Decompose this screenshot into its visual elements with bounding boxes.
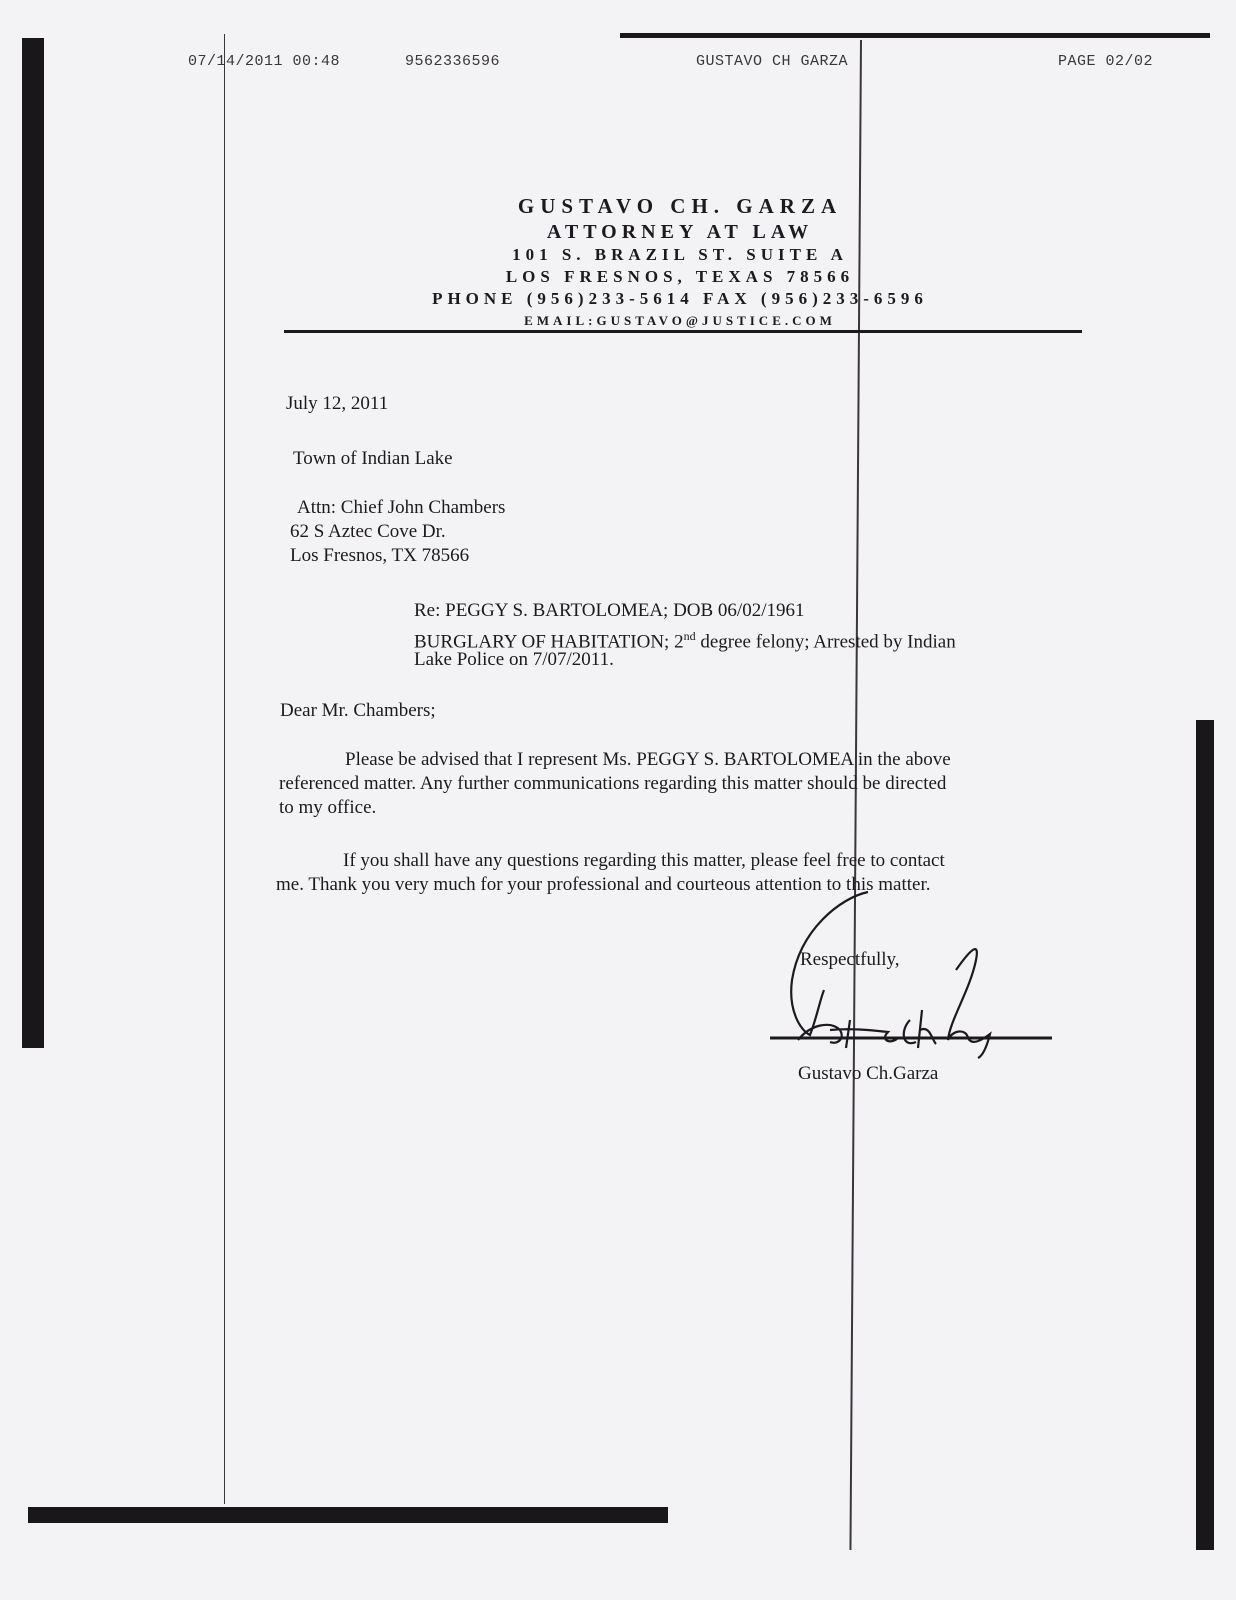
salutation: Dear Mr. Chambers;	[280, 700, 436, 721]
signature	[770, 880, 1070, 1070]
re-line3: Lake Police on 7/07/2011.	[414, 649, 614, 670]
left-scan-edge	[22, 38, 44, 1048]
signatory-name: Gustavo Ch.Garza	[798, 1063, 939, 1084]
closing: Respectfully,	[800, 949, 900, 970]
fax-sender: GUSTAVO CH GARZA	[696, 53, 849, 70]
phone-fax: PHONE (956)233-5614 FAX (956)233-6596	[432, 289, 928, 308]
re-line2-post: degree felony; Arrested by Indian	[695, 631, 956, 653]
recipient-street: 62 S Aztec Cove Dr.	[290, 521, 446, 542]
email: EMAIL:GUSTAVO@JUSTICE.COM	[524, 313, 836, 328]
paragraph2-line2: me. Thank you very much for your professional and courteous attention to this matter.	[276, 874, 931, 895]
paragraph1-line1: Please be advised that I represent Ms. PEGGY S. BARTOLOMEA in the above	[345, 749, 951, 770]
recipient-city: Los Fresnos, TX 78566	[290, 545, 470, 566]
signature-ch	[904, 1010, 936, 1048]
bottom-scan-edge	[28, 1507, 668, 1523]
letterhead	[280, 192, 1080, 332]
signature-garza	[948, 949, 990, 1058]
top-scan-edge	[620, 33, 1210, 38]
paragraph1-line2: referenced matter. Any further communications regarding this matter should be directed	[279, 773, 947, 794]
fax-page-count: PAGE 02/02	[1058, 53, 1154, 70]
recipient-org: Town of Indian Lake	[293, 448, 453, 469]
paragraph2-line1: If you shall have any questions regarding this matter, please feel free to contact	[343, 850, 945, 871]
recipient-attn: Attn: Chief John Chambers	[297, 497, 506, 518]
letterhead-divider	[284, 330, 1082, 333]
letter-date: July 12, 2011	[286, 393, 389, 414]
fax-datetime: 07/14/2011 00:48	[188, 53, 341, 70]
signature-loop	[791, 892, 868, 1035]
re-line2-sup: nd	[683, 629, 696, 643]
paragraph1-line3: to my office.	[279, 797, 377, 818]
address-line1: 101 S. BRAZIL ST. SUITE A	[512, 245, 848, 264]
right-scan-edge	[1196, 720, 1214, 1550]
re-line2-pre: BURGLARY OF HABITATION; 2	[414, 631, 684, 653]
attorney-name: GUSTAVO CH. GARZA	[517, 194, 843, 218]
fold-line-left	[224, 34, 225, 1504]
re-line1: Re: PEGGY S. BARTOLOMEA; DOB 06/02/1961	[414, 600, 805, 621]
fax-number: 9562336596	[405, 53, 501, 70]
address-line2: LOS FRESNOS, TEXAS 78566	[505, 267, 855, 286]
attorney-title: ATTORNEY AT LAW	[546, 221, 814, 243]
